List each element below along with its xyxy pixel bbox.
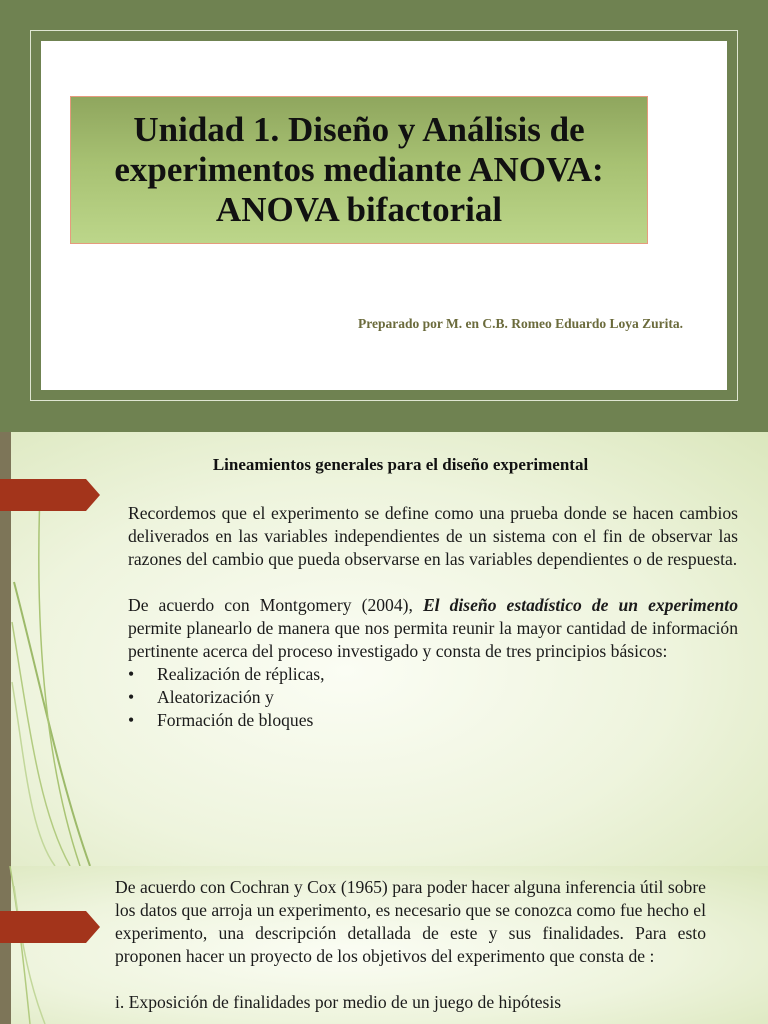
author-byline: Preparado por M. en C.B. Romeo Eduardo Loya Zurita. — [357, 316, 683, 331]
paragraph-montgomery — [128, 594, 738, 663]
list-item-partial: i. Exposición de finalidades por medio de un juego de hipótesis — [115, 992, 562, 1012]
list-item: • Formación de bloques — [128, 709, 738, 732]
title-slide — [0, 0, 768, 432]
red-arrow-marker — [0, 479, 100, 511]
emphasized-term: El diseño estadístico de un experimento — [422, 595, 738, 615]
title-box — [70, 96, 648, 244]
list-item: • Realización de réplicas, — [128, 663, 738, 686]
red-arrow-marker — [0, 911, 100, 943]
slide-title: Unidad 1. Diseño y Análisis de experimentos mediante ANOVA: ANOVA bifactorial — [114, 110, 604, 229]
principles-list — [128, 663, 738, 732]
section-heading: Lineamientos generales para el diseño experimental — [212, 455, 589, 474]
body-text — [128, 502, 738, 732]
paragraph-definition: Recordemos que el experimento se define como una prueba donde se hacen cambios deliverados en las variables independientes de un sistema con el fin de observar las razones del cambio que pueda observarse en las variables dependientes o de respuesta. — [128, 503, 738, 569]
paragraph-rest: permite planearlo de manera que nos permita reunir la mayor cantidad de información pertinente acerca del proceso investigado y consta de tres principios básicos: — [128, 618, 738, 661]
list-item: • Aleatorización y — [128, 686, 738, 709]
paragraph-lead: De acuerdo con Montgomery (2004), — [128, 595, 423, 615]
paragraph-cochran: De acuerdo con Cochran y Cox (1965) para poder hacer alguna inferencia útil sobre los datos que arroja un experimento, es necesario que se conozca como fue hecho el experimento, una descripción detallada de este y sus finalidades. Para esto proponen hacer un proyecto de los objetivos del experimento que consta de : — [115, 877, 706, 966]
content-slide-cochran — [0, 866, 768, 1024]
grass-decoration-icon — [0, 866, 110, 1024]
body-text — [115, 876, 706, 1014]
content-slide-lineamientos — [0, 432, 768, 866]
